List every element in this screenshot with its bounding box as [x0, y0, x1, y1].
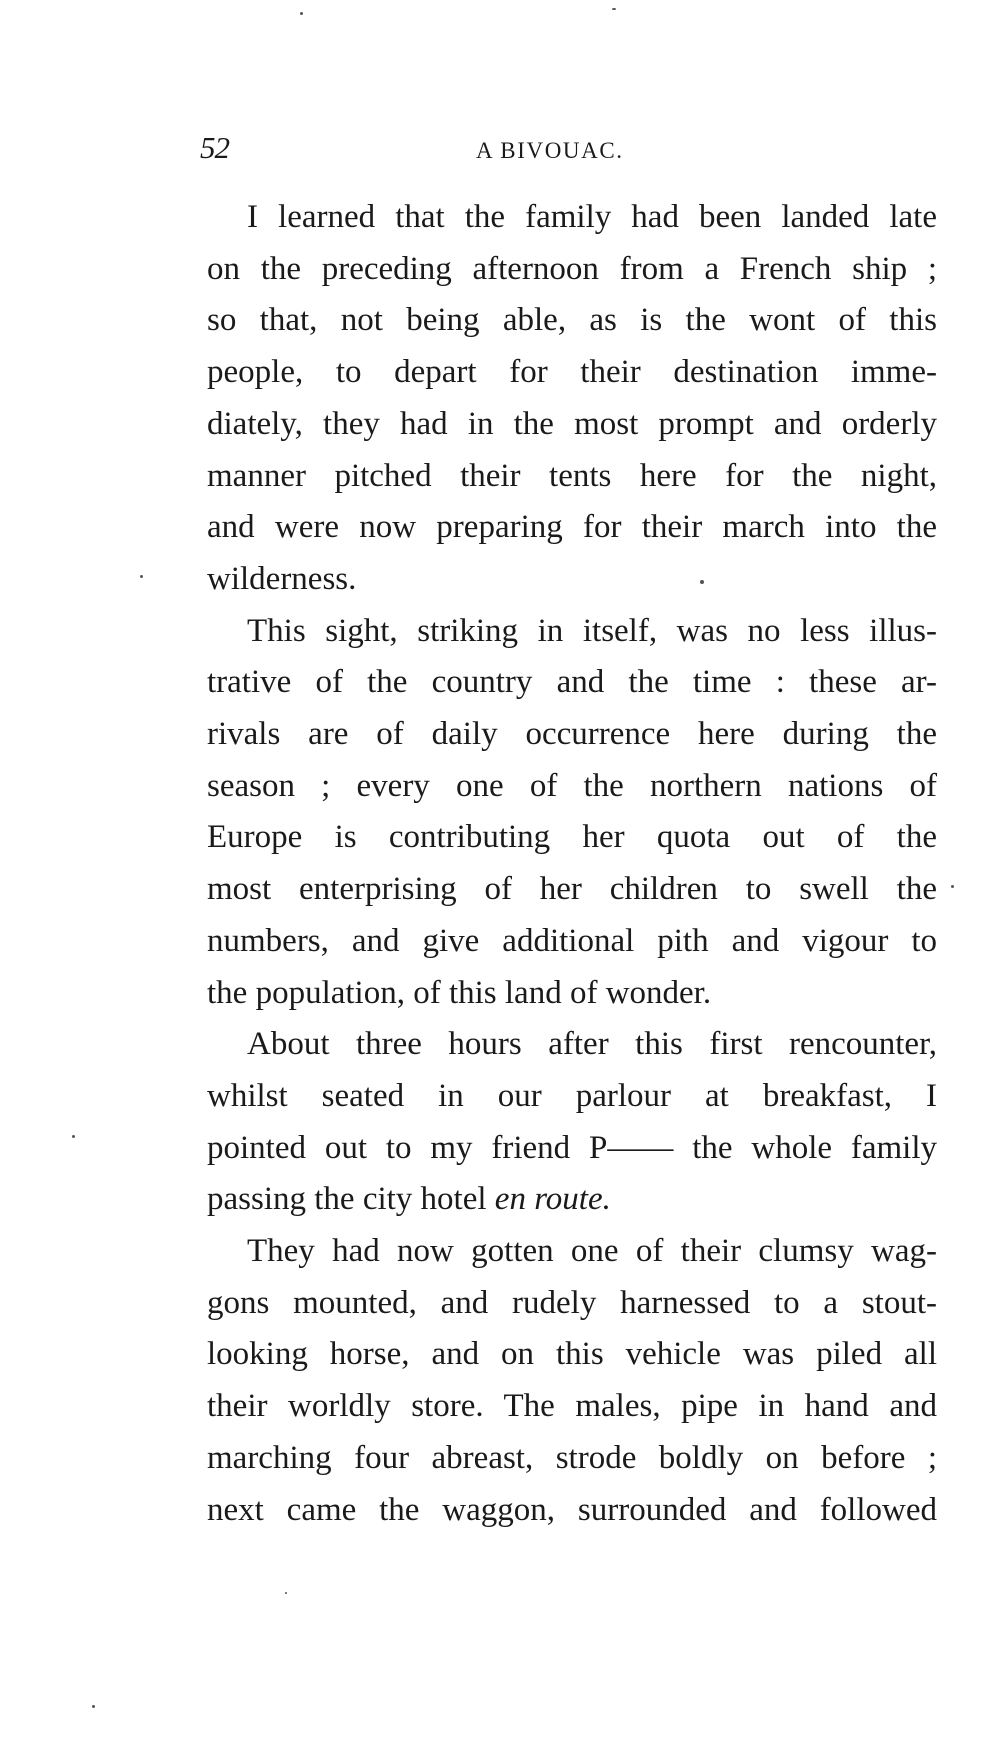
text-line: About three hours after this first rencounter,	[247, 1026, 937, 1063]
paper-speck	[92, 1705, 95, 1708]
text-line: trative of the country and the time : these ar-	[207, 664, 937, 701]
paper-speck	[140, 575, 143, 578]
paper-speck	[951, 885, 954, 888]
text-line	[207, 1174, 937, 1226]
paper-speck	[300, 12, 303, 15]
text-line: looking horse, and on this vehicle was piled all	[207, 1336, 937, 1373]
text-line: manner pitched their tents here for the night,	[207, 457, 937, 494]
text-line-start: passing the city hotel	[207, 1181, 487, 1218]
text-line: next came the waggon, surrounded and followed	[207, 1491, 937, 1528]
text-line: season ; every one of the northern nations of	[207, 767, 937, 804]
text-line: pointed out to my friend P—— the whole family	[207, 1129, 937, 1166]
text-line: their worldly store. The males, pipe in hand and	[207, 1388, 937, 1425]
text-line: the population, of this land of wonder.	[207, 974, 712, 1011]
text-line: most enterprising of her children to swell the	[207, 871, 937, 908]
text-line: I learned that the family had been landed late	[247, 199, 937, 235]
page-number: 52	[200, 130, 229, 165]
text-line: so that, not being able, as is the wont of this	[207, 302, 937, 339]
italic-phrase: en route.	[494, 1181, 611, 1218]
text-line: whilst seated in our parlour at breakfast, I	[207, 1077, 937, 1114]
text-line: wilderness.	[207, 560, 357, 597]
text-line: marching four abreast, strode boldly on before ;	[207, 1439, 937, 1476]
text-line: and were now preparing for their march into the	[207, 509, 937, 546]
running-title: A BIVOUAC.	[476, 138, 624, 163]
paper-speck	[285, 1592, 287, 1594]
paper-speck	[700, 580, 704, 584]
text-line: Europe is contributing her quota out of the	[207, 819, 937, 856]
text-line: numbers, and give additional pith and vigour to	[207, 922, 937, 959]
text-line: They had now gotten one of their clumsy wag-	[247, 1233, 937, 1270]
paper-speck	[72, 1135, 75, 1138]
paper-speck	[612, 8, 616, 10]
text-line: on the preceding afternoon from a French ship ;	[207, 250, 937, 287]
text-line: gons mounted, and rudely harnessed to a stout-	[207, 1284, 937, 1321]
text-line: rivals are of daily occurrence here during the	[207, 716, 937, 753]
text-line: This sight, striking in itself, was no less illus-	[247, 612, 937, 649]
text-line: people, to depart for their destination imme-	[207, 354, 937, 391]
text-line: diately, they had in the most prompt and orderly	[207, 405, 937, 442]
body-text	[207, 192, 937, 1536]
